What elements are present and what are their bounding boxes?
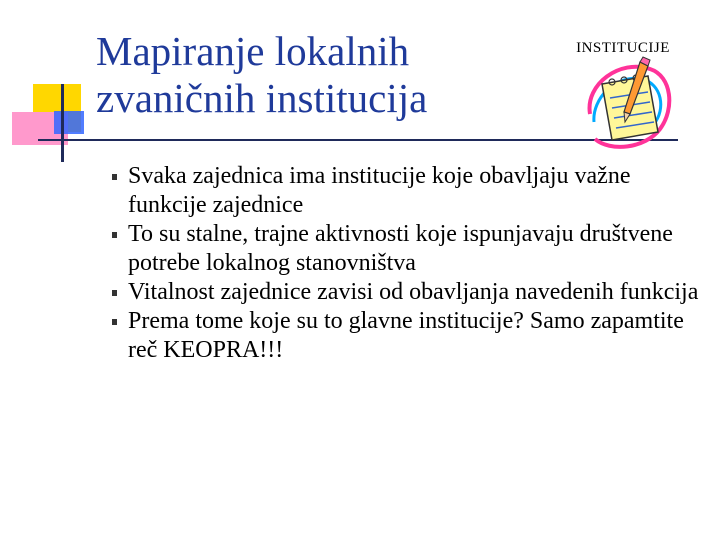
clipart-label: INSTITUCIJE (576, 40, 670, 56)
bullet-list (112, 162, 702, 365)
bullet-item (112, 307, 702, 365)
slide-title-line-2: zvaničnih institucija (96, 75, 428, 121)
bullet-marker (112, 290, 117, 296)
notepad-pencil-icon (580, 54, 676, 154)
bullet-item (112, 278, 702, 307)
bullet-text: Svaka zajednica ima institucije koje obavljaju važne funkcije zajednice (128, 163, 631, 218)
bullet-text: Vitalnost zajednice zavisi od obavljanja navedenih funkcija (128, 279, 699, 305)
decor-blue-square (54, 111, 84, 134)
slide-title (96, 28, 526, 122)
institucije-clipart (558, 36, 688, 156)
bullet-marker (112, 174, 117, 180)
bullet-text: To su stalne, trajne aktivnosti koje ispunjavaju društvene potrebe lokalnog stanovništva (128, 221, 673, 276)
bullet-item (112, 220, 702, 278)
bullet-marker (112, 319, 117, 325)
bullet-item (112, 162, 702, 220)
decor-vertical-rule (61, 84, 64, 162)
bullet-text: Prema tome koje su to glavne institucije? Samo zapamtite reč KEOPRA!!! (128, 308, 684, 363)
bullet-marker (112, 232, 117, 238)
slide-title-line-1: Mapiranje lokalnih (96, 28, 410, 74)
